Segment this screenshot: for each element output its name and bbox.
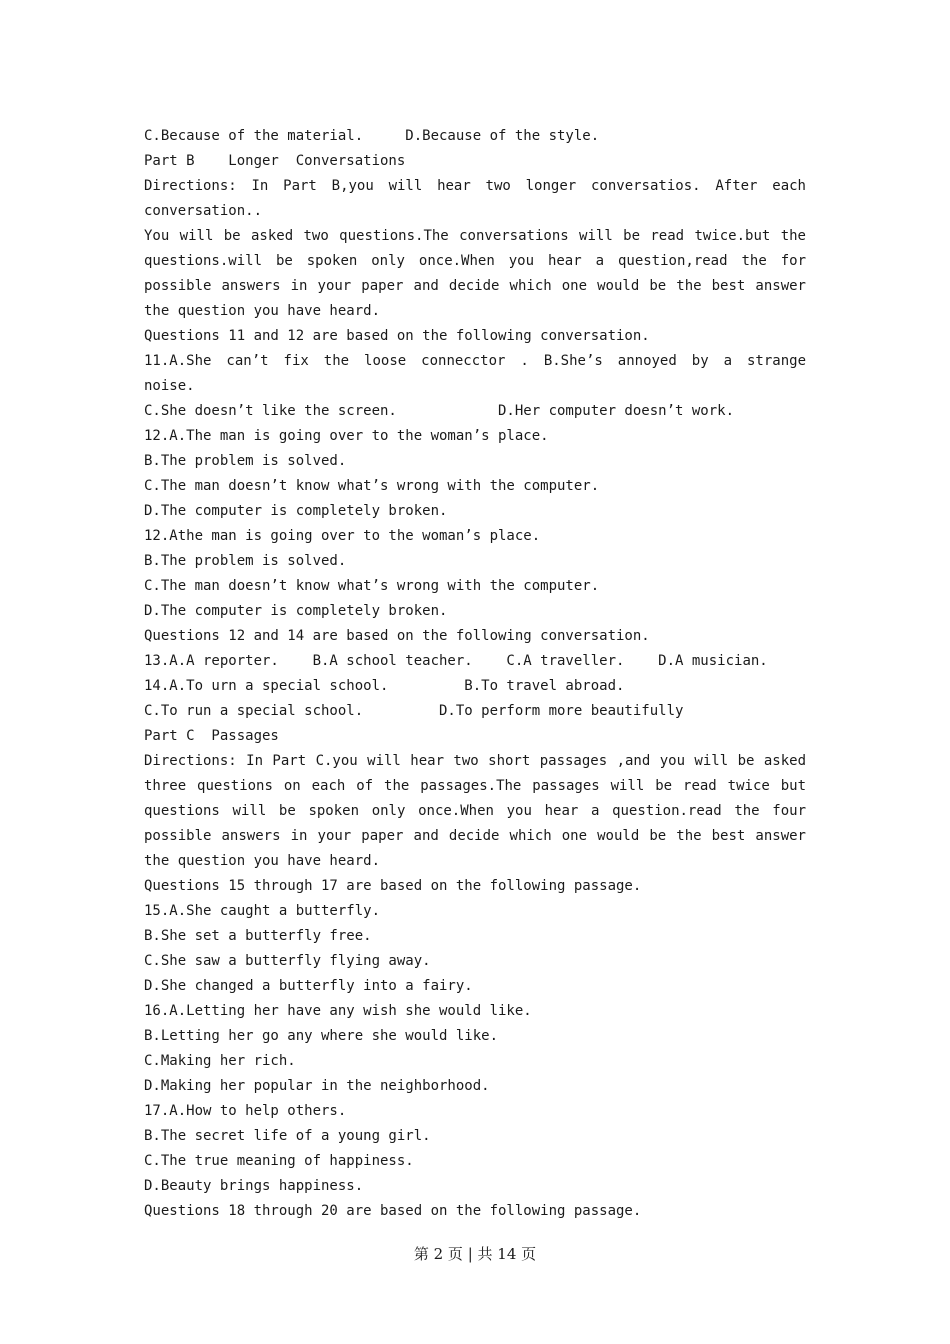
text-line: Questions 15 through 17 are based on the following passage. [144, 878, 642, 894]
text-line: possible answers in your paper and decide which one would be the best answer [144, 828, 806, 844]
text-line: D.Making her popular in the neighborhood. [144, 1078, 490, 1094]
text-line: the question you have heard. [144, 303, 381, 319]
text-line: 11.A.She can’t fix the loose connecctor . B.She’s annoyed by a strange [144, 353, 806, 369]
text-line: three questions on each of the passages.The passages will be read twice but [144, 778, 806, 794]
text-line: noise. [144, 378, 195, 394]
text-line: D.She changed a butterfly into a fairy. [144, 978, 473, 994]
text-line: Questions 11 and 12 are based on the following conversation. [144, 328, 650, 344]
text-line: questions will be spoken only once.When you hear a question.read the four [144, 803, 806, 819]
text-line: possible answers in your paper and decide which one would be the best answer [144, 278, 806, 294]
text-line: Part B Longer Conversations [144, 153, 406, 169]
text-line: B.She set a butterfly free. [144, 928, 372, 944]
text-line: Directions: In Part B,you will hear two longer conversatios. After each [144, 178, 806, 194]
text-line: 15.A.She caught a butterfly. [144, 903, 381, 919]
text-line: C.The man doesn’t know what’s wrong with the computer. [144, 578, 600, 594]
text-line: conversation.. [144, 203, 263, 219]
text-line: D.Beauty brings happiness. [144, 1178, 364, 1194]
text-line: B.The problem is solved. [144, 453, 347, 469]
text-line: C.She saw a butterfly flying away. [144, 953, 431, 969]
text-line: C.Because of the material. D.Because of the style. [144, 128, 600, 144]
text-line: Part C Passages [144, 728, 279, 744]
text-line: C.The man doesn’t know what’s wrong with the computer. [144, 478, 600, 494]
text-line: D.The computer is completely broken. [144, 603, 448, 619]
text-line: 17.A.How to help others. [144, 1103, 347, 1119]
text-line: C.She doesn’t like the screen. D.Her computer doesn’t work. [144, 403, 735, 419]
text-line: C.Making her rich. [144, 1053, 296, 1069]
document-body [144, 124, 806, 1224]
text-line: 14.A.To urn a special school. B.To travel abroad. [144, 678, 625, 694]
text-line: B.Letting her go any where she would like. [144, 1028, 499, 1044]
text-line: B.The secret life of a young girl. [144, 1128, 431, 1144]
text-line: 16.A.Letting her have any wish she would like. [144, 1003, 532, 1019]
text-line: the question you have heard. [144, 853, 381, 869]
text-line: B.The problem is solved. [144, 553, 347, 569]
text-line: Directions: In Part C.you will hear two short passages ,and you will be asked [144, 753, 806, 769]
text-line: 12.Athe man is going over to the woman’s place. [144, 528, 541, 544]
text-line: Questions 18 through 20 are based on the following passage. [144, 1203, 642, 1219]
text-line: 12.A.The man is going over to the woman’s place. [144, 428, 549, 444]
text-line: Questions 12 and 14 are based on the following conversation. [144, 628, 650, 644]
text-line: You will be asked two questions.The conversations will be read twice.but the [144, 228, 806, 244]
text-line: C.The true meaning of happiness. [144, 1153, 414, 1169]
text-line: questions.will be spoken only once.When you hear a question,read the for [144, 253, 806, 269]
page-footer: 第 2 页 | 共 14 页 [413, 1245, 537, 1263]
text-line: C.To run a special school. D.To perform more beautifully [144, 703, 684, 719]
text-line: 13.A.A reporter. B.A school teacher. C.A traveller. D.A musician. [144, 653, 768, 669]
text-line: D.The computer is completely broken. [144, 503, 448, 519]
